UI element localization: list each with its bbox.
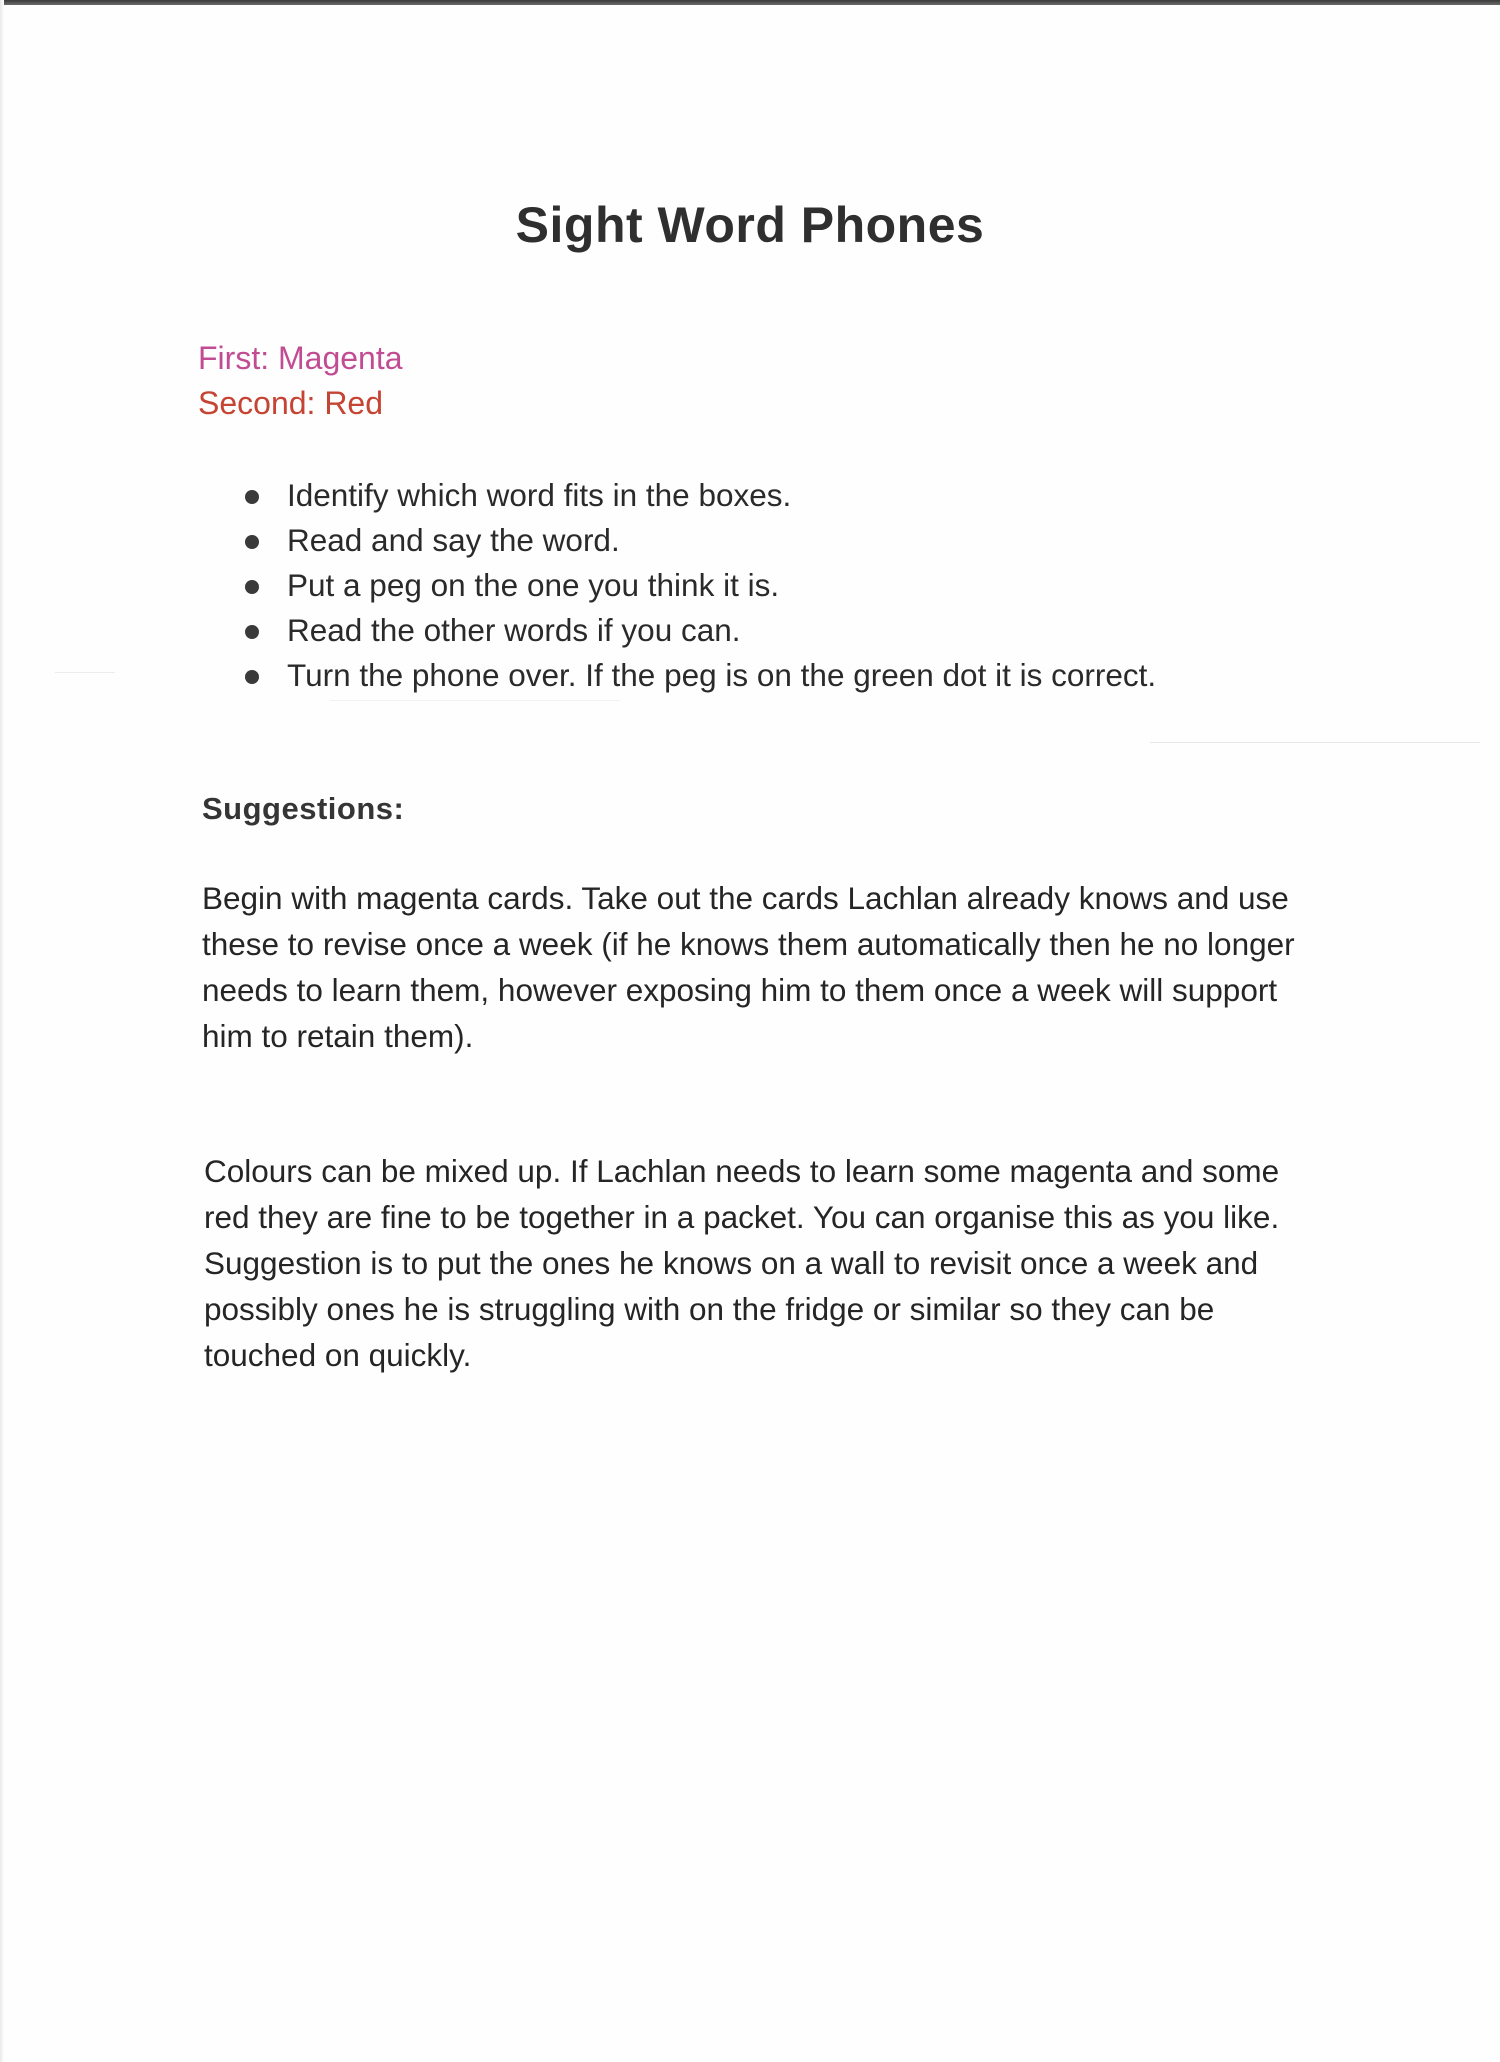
paper-fold-mark bbox=[55, 672, 115, 673]
page-title: Sight Word Phones bbox=[515, 197, 985, 253]
instruction-item bbox=[245, 518, 1156, 563]
instruction-text: Turn the phone over. If the peg is on the green dot it is correct. bbox=[287, 657, 1157, 693]
instruction-item bbox=[245, 608, 1156, 653]
instruction-item bbox=[245, 563, 1156, 608]
instruction-item bbox=[245, 653, 1156, 698]
bullet-icon bbox=[245, 535, 259, 549]
instruction-text: Read and say the word. bbox=[287, 522, 620, 558]
instruction-text: Read the other words if you can. bbox=[287, 612, 741, 648]
second-color-label: Second: Red bbox=[198, 385, 384, 421]
instruction-text: Identify which word fits in the boxes. bbox=[287, 477, 792, 513]
paper-fold-mark bbox=[330, 700, 620, 701]
bullet-icon bbox=[245, 625, 259, 639]
bullet-icon bbox=[245, 580, 259, 594]
scan-left-edge bbox=[0, 0, 4, 2062]
suggestion-paragraph: Colours can be mixed up. If Lachlan needs to learn some magenta and some red they are fine to be together in a packet. You can organise this as you like. Suggestion is to put the ones he knows on a wall to revisit once a week and possibly ones he is struggling with on the fridge or similar so they can be touched on quickly. bbox=[204, 1153, 1280, 1373]
bullet-icon bbox=[245, 670, 259, 684]
suggestion-paragraph: Begin with magenta cards. Take out the cards Lachlan already knows and use these to revise once a week (if he knows them automatically then he no longer needs to learn them, however exposing him to them once a week will support him to retain them). bbox=[202, 880, 1295, 1054]
instruction-text: Put a peg on the one you think it is. bbox=[287, 567, 780, 603]
instruction-item bbox=[245, 473, 1156, 518]
instruction-list bbox=[245, 473, 1156, 698]
paper-fold-mark bbox=[1150, 742, 1480, 743]
bullet-icon bbox=[245, 490, 259, 504]
scan-top-edge bbox=[0, 0, 1500, 5]
first-color-label: First: Magenta bbox=[198, 340, 403, 376]
suggestions-heading: Suggestions: bbox=[202, 791, 405, 826]
